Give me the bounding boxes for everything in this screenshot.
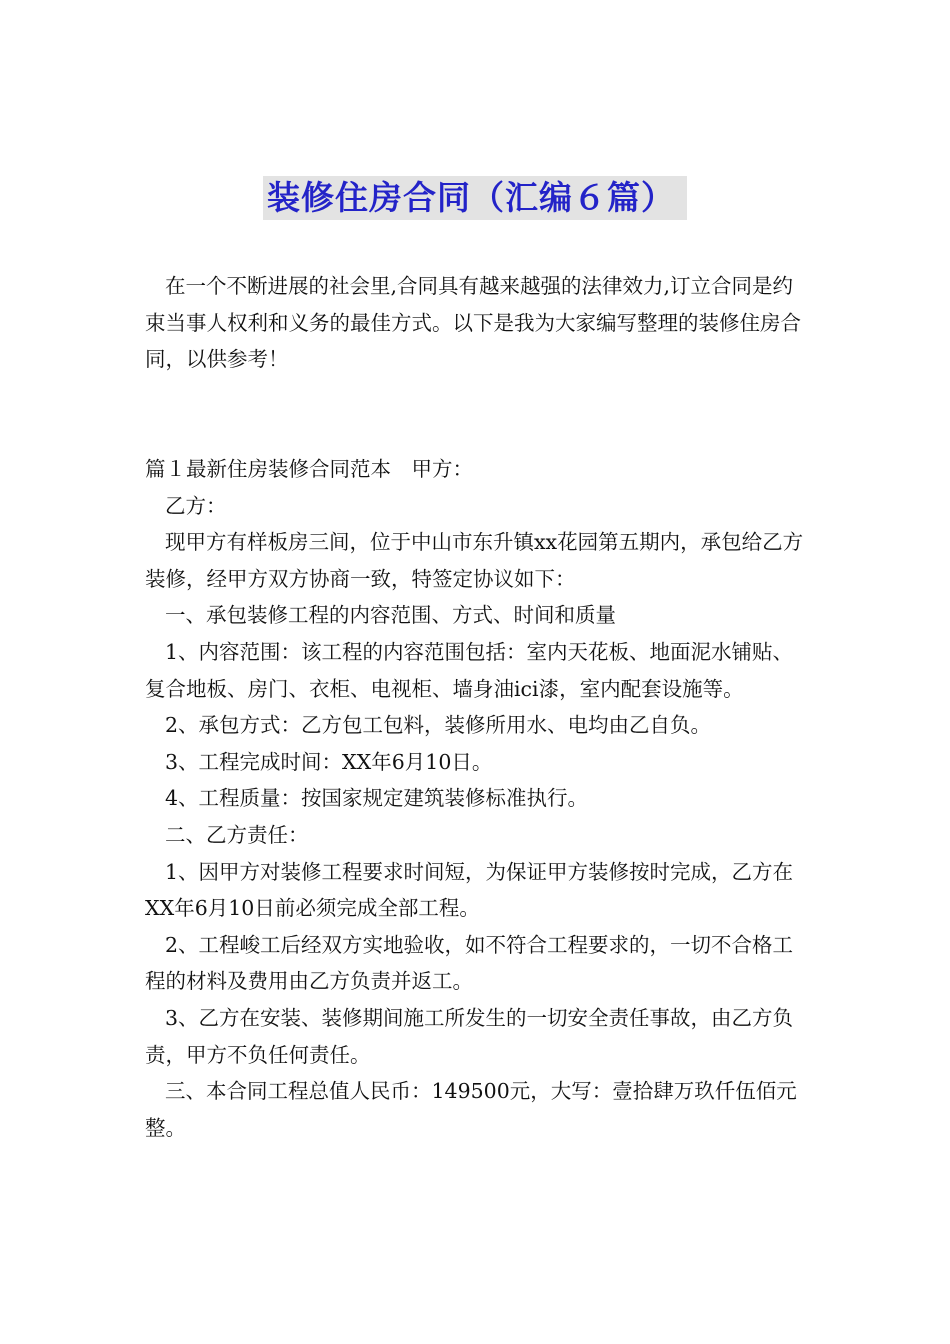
paragraph-clause-1-4: 4、工程质量：按国家规定建筑装修标准执行。 [165,786,589,811]
paragraph-preamble: 现甲方有样板房三间，位于中山市东升镇xx花园第五期内，承包给乙方装修，经甲方双方协商一致，特签定协议如下： [145,530,804,591]
paragraph-clause-1-2: 2、承包方式：乙方包工包料，装修所用水、电均由乙自负。 [165,713,712,738]
paragraph-clause-2-3: 3、乙方在安装、装修期间施工所发生的一切安全责任事故，由乙方负责，甲方不负任何责任。 [145,1005,794,1067]
paragraph-clause-3: 三、本合同工程总值人民币：149500元，大写：壹拾肆万玖仟伍佰元整。 [145,1079,797,1140]
paragraph-clause-2-heading: 二、乙方责任： [165,822,309,847]
paragraph-clause-1-heading: 一、承包装修工程的内容范围、方式、时间和质量 [165,603,616,628]
intro-paragraph: 在一个不断进展的社会里,合同具有越来越强的法律效力,订立合同是约束当事人权利和义务的最佳方式。以下是我为大家编写整理的装修住房合同，以供参考！ [145,274,801,372]
document-title: 装修住房合同（汇编６篇） [263,176,687,220]
section-heading: 篇１最新住房装修合同范本 甲方： [145,457,473,481]
paragraph-clause-1-3: 3、工程完成时间：XX年6月10日。 [165,749,493,774]
section-1 [145,451,810,1146]
paragraph-clause-2-1: 1、因甲方对装修工程要求时间短，为保证甲方装修按时完成，乙方在XX年6月10日前必须完成全部工程。 [145,859,794,921]
paragraph-clause-2-2: 2、工程峻工后经双方实地验收，如不符合工程要求的，一切不合格工程的材料及费用由乙方负责并返工。 [145,932,794,994]
paragraph-clause-1-1: 1、内容范围：该工程的内容范围包括：室内天花板、地面泥水铺贴、复合地板、房门、衣柜、电视柜、墙身油ici漆，室内配套设施等。 [145,639,794,701]
paragraph-party-b: 乙方： [165,493,227,518]
intro-block [145,268,810,378]
title-container [0,176,950,220]
